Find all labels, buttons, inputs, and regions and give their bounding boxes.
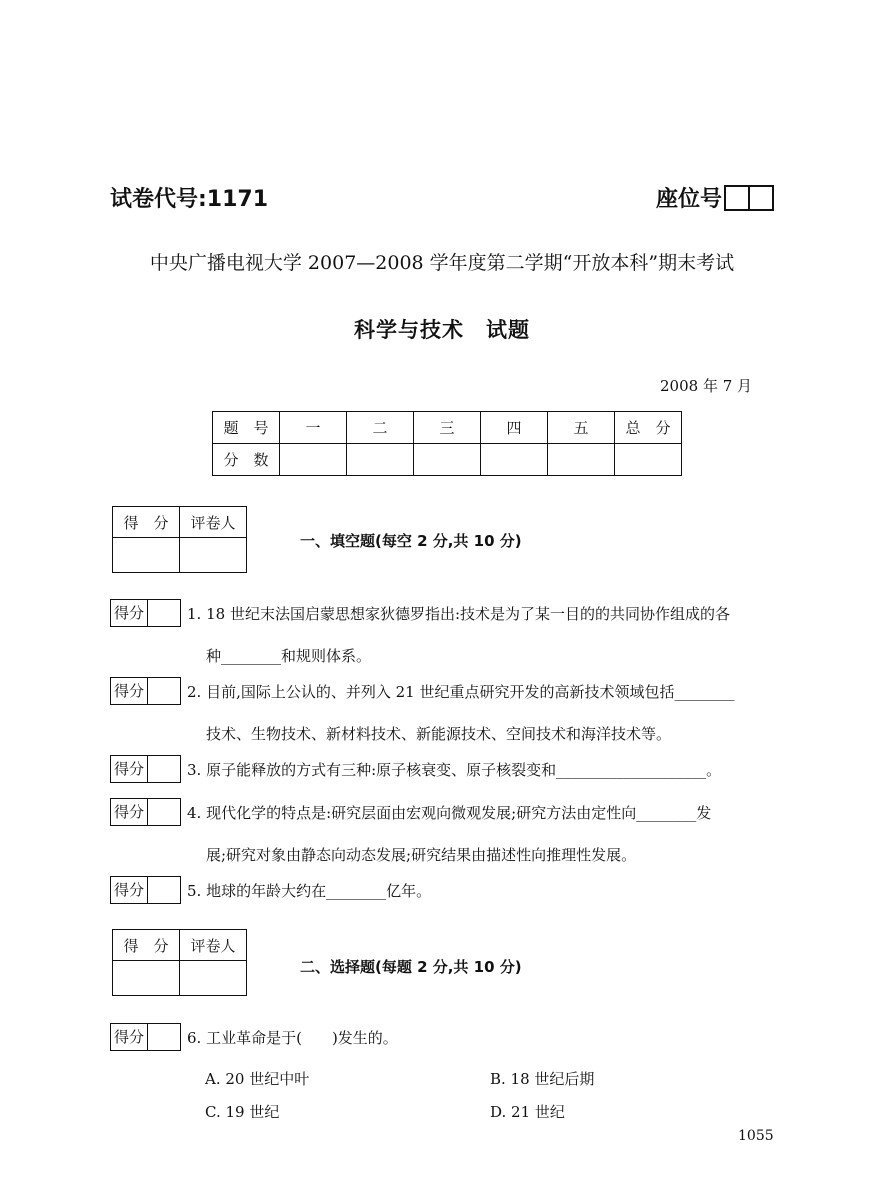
grader-table-section-2	[112, 929, 247, 996]
exam-date: 2008 年 7 月	[660, 377, 753, 395]
seat-label: 座位号	[656, 187, 723, 212]
question-5	[110, 875, 790, 905]
seat-boxes[interactable]	[724, 185, 774, 211]
grader-score-blank[interactable]	[113, 961, 180, 996]
question-score-box[interactable]	[110, 599, 181, 627]
question-score-box[interactable]	[110, 798, 181, 826]
subject-title: 科学与技术 试题	[354, 318, 530, 342]
page-number: 1055	[738, 1128, 774, 1144]
section-title-choice: 二、选择题(每题 2 分,共 10 分)	[300, 958, 522, 976]
score-table-header-row	[213, 412, 682, 444]
score-blank-cell[interactable]	[615, 444, 682, 476]
question-text: 1. 18 世纪末法国启蒙思想家狄德罗指出:技术是为了某一目的的共同协作组成的各	[187, 604, 731, 623]
score-blank-cell[interactable]	[280, 444, 347, 476]
grader-name-blank[interactable]	[180, 538, 247, 573]
question-text: 6. 工业革命是于( )发生的。	[187, 1028, 398, 1047]
question-6	[110, 1022, 790, 1052]
score-blank-cell[interactable]	[481, 444, 548, 476]
grader-table-section-1	[112, 506, 247, 573]
section-title-fill-in: 一、填空题(每空 2 分,共 10 分)	[300, 532, 522, 550]
question-score-box[interactable]	[110, 755, 181, 783]
grader-score-label: 得 分	[113, 930, 180, 961]
score-table-score-row	[213, 444, 682, 476]
question-score-box[interactable]	[110, 677, 181, 705]
score-table-cell: 二	[347, 412, 414, 444]
question-score-label: 得分	[111, 678, 148, 704]
grader-score-label: 得 分	[113, 507, 180, 538]
score-table-cell: 题 号	[213, 412, 280, 444]
question-text: 4. 现代化学的特点是:研究层面由宏观向微观发展;研究方法由定性向________发	[187, 803, 712, 822]
option-b[interactable]: B. 18 世纪后期	[490, 1070, 595, 1088]
question-text-continued: 种________和规则体系。	[206, 646, 372, 665]
score-table-cell: 一	[280, 412, 347, 444]
score-table-cell: 三	[414, 412, 481, 444]
score-table-cell: 分 数	[213, 444, 280, 476]
question-score-label: 得分	[111, 799, 148, 825]
option-d[interactable]: D. 21 世纪	[490, 1103, 565, 1121]
score-table	[212, 411, 682, 476]
score-table-cell: 五	[548, 412, 615, 444]
exam-title: 中央广播电视大学 2007—2008 学年度第二学期“开放本科”期末考试	[149, 252, 735, 274]
question-4	[110, 797, 790, 869]
question-text-continued: 技术、生物技术、新材料技术、新能源技术、空间技术和海洋技术等。	[206, 724, 672, 743]
question-score-label: 得分	[111, 1024, 148, 1050]
question-3	[110, 754, 790, 784]
score-blank-cell[interactable]	[347, 444, 414, 476]
grader-name-blank[interactable]	[180, 961, 247, 996]
question-text: 3. 原子能释放的方式有三种:原子核衰变、原子核裂变和____________________。	[187, 760, 722, 779]
question-1	[110, 598, 790, 670]
score-table-cell: 四	[481, 412, 548, 444]
question-text: 2. 目前,国际上公认的、并列入 21 世纪重点研究开发的高新技术领域包括________	[187, 682, 735, 701]
grader-name-label: 评卷人	[180, 930, 247, 961]
score-blank-cell[interactable]	[548, 444, 615, 476]
question-score-box[interactable]	[110, 876, 181, 904]
question-2	[110, 676, 790, 748]
option-a[interactable]: A. 20 世纪中叶	[205, 1070, 310, 1088]
question-text-continued: 展;研究对象由静态向动态发展;研究结果由描述性向推理性发展。	[206, 845, 637, 864]
score-blank-cell[interactable]	[414, 444, 481, 476]
question-text: 5. 地球的年龄大约在________亿年。	[187, 881, 432, 900]
question-score-label: 得分	[111, 756, 148, 782]
question-score-label: 得分	[111, 877, 148, 903]
paper-code: 试卷代号:1171	[110, 187, 269, 212]
seat-number	[656, 182, 774, 213]
question-score-box[interactable]	[110, 1023, 181, 1051]
score-table-cell: 总 分	[615, 412, 682, 444]
option-c[interactable]: C. 19 世纪	[205, 1103, 280, 1121]
grader-name-label: 评卷人	[180, 507, 247, 538]
grader-score-blank[interactable]	[113, 538, 180, 573]
question-score-label: 得分	[111, 600, 148, 626]
